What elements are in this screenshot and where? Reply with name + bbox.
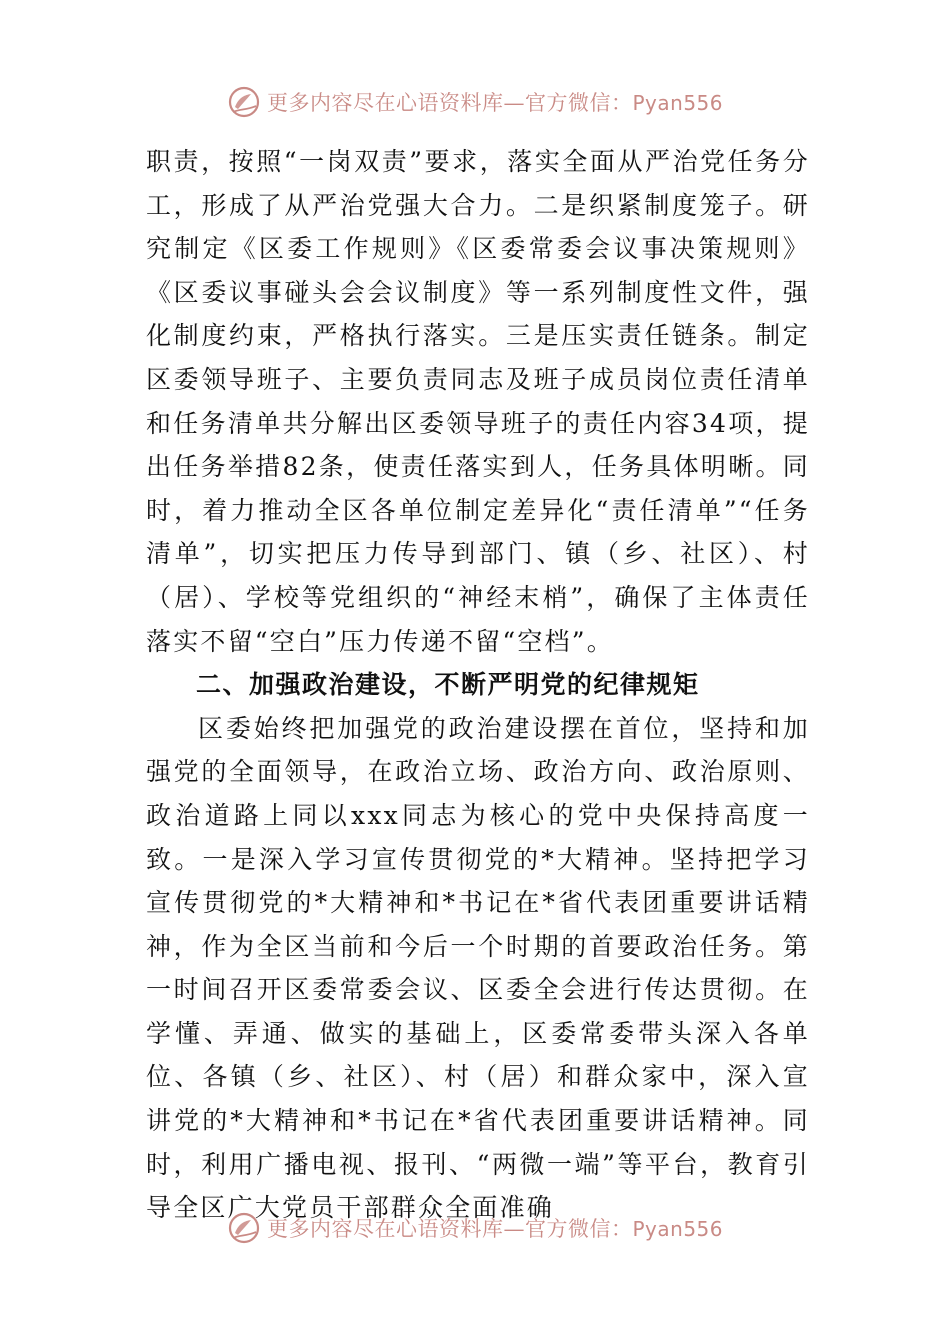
banner-wechat-id: Pyan556 (632, 1217, 723, 1241)
banner-text-cn: 更多内容尽在心语资料库—官方微信： (266, 1217, 633, 1241)
footer-banner (0, 1208, 950, 1248)
paragraph-1: 职责，按照“一岗双责”要求，落实全面从严治党任务分工，形成了从严治党强大合力。二是织紧制度笼子。研究制定《区委工作规则》《区委常委会议事决策规则》《区委议事碰头会会议制度》等一系列制度性文件，强化制度约束，严格执行落实。三是压实责任链条。制定区委领导班子、主要负责同志及班子成员岗位责任清单和任务清单共分解出区委领导班子的责任内容34项，提出任务举措82条，使责任落实到人，任务具体明晰。同时，着力推动全区各单位制定差异化“责任清单”“任务清单”，切实把压力传导到部门、镇（乡、社区）、村（居）、学校等党组织的“神经末梢”，确保了主体责任落实不留“空白”压力传递不留“空档”。 (146, 147, 810, 656)
section-heading-2: 二、加强政治建设，不断严明党的纪律规矩 (196, 670, 700, 700)
banner-wechat-id: Pyan556 (632, 91, 723, 115)
signature-pen-logo-icon (227, 1211, 261, 1245)
signature-pen-logo-icon (227, 85, 261, 119)
document-body (146, 140, 810, 1230)
banner-text-cn: 更多内容尽在心语资料库—官方微信： (266, 91, 633, 115)
paragraph-2: 区委始终把加强党的政治建设摆在首位，坚持和加强党的全面领导，在政治立场、政治方向、政治原则、政治道路上同以xxx同志为核心的党中央保持高度一致。一是深入学习宣传贯彻党的*大精神。坚持把学习宣传贯彻党的*大精神和*书记在*省代表团重要讲话精神，作为全区当前和今后一个时期的首要政治任务。第一时间召开区委常委会议、区委全会进行传达贯彻。在学懂、弄通、做实的基础上，区委常委带头深入各单位、各镇（乡、社区）、村（居）和群众家中，深入宣讲党的*大精神和*书记在*省代表团重要讲话精神。同时，利用广播电视、报刊、“两微一端”等平台，教育引导全区广大党员干部群众全面准确 (146, 713, 810, 1223)
banner-text (267, 1213, 723, 1243)
header-banner (0, 82, 950, 122)
banner-text (267, 87, 723, 117)
